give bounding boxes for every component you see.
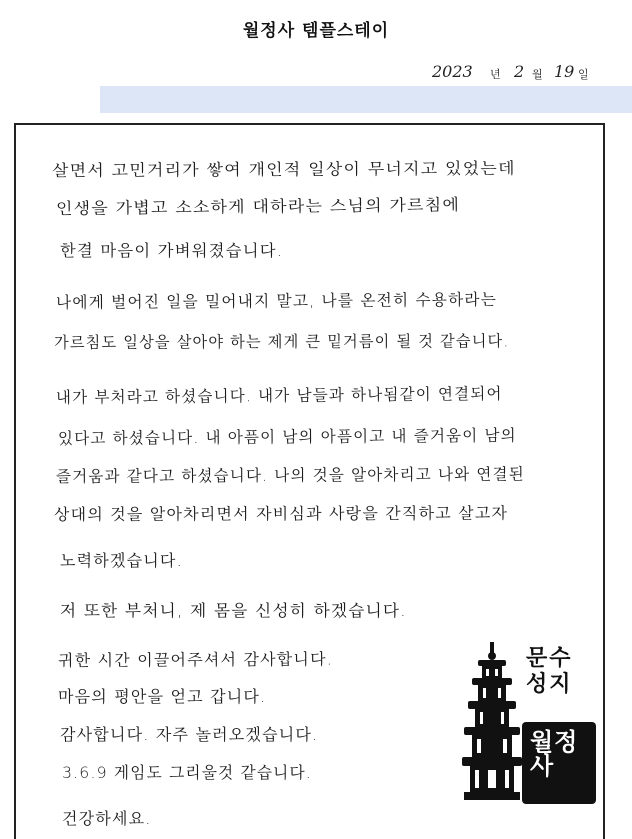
stamp-main-text: 월정사	[530, 728, 579, 780]
letter-line: 한결 마음이 가벼워졌습니다.	[60, 241, 284, 260]
letter-line: 살면서 고민거리가 쌓여 개인적 일상이 무너지고 있었는데	[51, 158, 516, 180]
letter-line: 가르침도 일상을 살아야 하는 제게 큰 밑거름이 될 것 같습니다.	[53, 331, 510, 352]
letter-line: 인생을 가볍고 소소하게 대하라는 스님의 가르침에	[55, 195, 461, 218]
letter-line: 나에게 벌어진 일을 밀어내지 말고, 나를 온전히 수용하라는	[55, 289, 498, 312]
date-year: 2023	[432, 62, 473, 81]
letter-line: 건강하세요.	[62, 809, 152, 828]
letter-line: 노력하겠습니다.	[60, 551, 183, 570]
date-day: 19	[554, 62, 575, 81]
letter-line: 3.6.9 게임도 그리울것 같습니다.	[62, 763, 312, 782]
date-month-unit: 월	[532, 68, 543, 81]
letter-line: 저 또한 부처니, 제 몸을 신성히 하겠습니다.	[60, 601, 407, 620]
date-month: 2	[514, 62, 525, 81]
date-field	[428, 62, 608, 84]
page-title: 월정사 템플스테이	[242, 21, 390, 41]
letter-line: 감사합니다. 자주 놀러오겠습니다.	[60, 725, 319, 744]
letter-line: 있다고 하셨습니다. 내 아픔이 남의 아픔이고 내 즐거움이 남의	[57, 425, 517, 448]
letter-line: 즐거움과 같다고 하셨습니다. 나의 것을 알아차리고 나와 연결된	[55, 464, 525, 486]
letter-line: 상대의 것을 알아차리면서 자비심과 사랑을 간직하고 살고자	[53, 503, 509, 524]
letter-line: 마음의 평안을 얻고 갑니다.	[58, 687, 267, 706]
date-day-unit: 일	[578, 68, 589, 81]
stamp-top-text: 문수성지	[526, 646, 573, 697]
letter-line: 내가 부처라고 하셨습니다. 내가 남들과 하나됨같이 연결되어	[55, 383, 503, 407]
letter-line: 귀한 시간 이끌어주셔서 감사합니다.	[57, 649, 334, 670]
date-year-unit: 년	[490, 68, 501, 81]
redaction-bar	[100, 86, 632, 113]
temple-seal-stamp	[462, 640, 598, 816]
